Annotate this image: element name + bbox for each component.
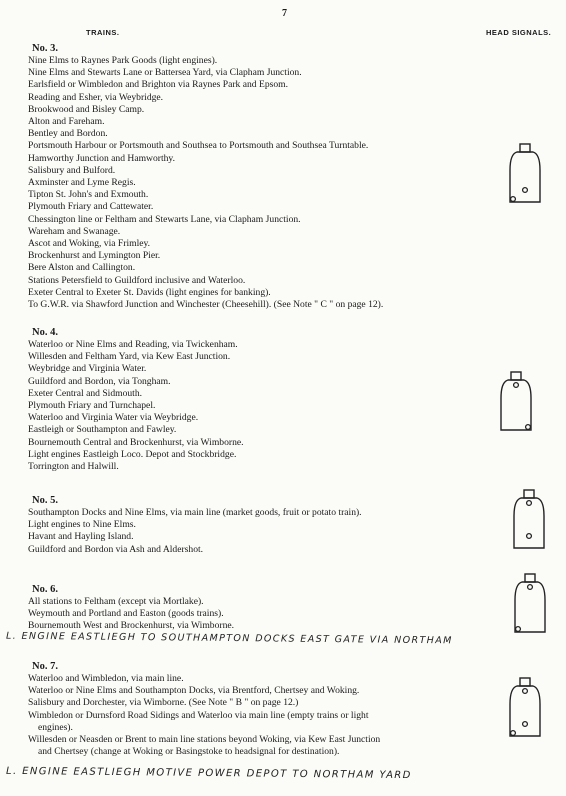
route-line: Reading and Esher, via Weybridge. xyxy=(28,91,164,103)
section-title: No. 7. xyxy=(32,661,58,672)
route-line: All stations to Feltham (except via Mortlake). xyxy=(28,596,204,607)
route-line: Salisbury and Bulford. xyxy=(28,164,116,176)
route-line: Brookwood and Bisley Camp. xyxy=(28,103,145,115)
route-line: Salisbury and Dorchester, via Wimborne. (See Note " B " on page 12.) xyxy=(28,697,299,709)
route-line: Plymouth Friary and Turnchapel. xyxy=(28,400,156,412)
route-line: Eastleigh or Southampton and Fawley. xyxy=(28,424,177,436)
route-line: Bere Alston and Callington. xyxy=(28,262,136,274)
section-no-7 xyxy=(28,660,498,758)
route-line: Light engines to Nine Elms. xyxy=(28,519,136,531)
section-no-4 xyxy=(28,326,498,473)
handwritten-annotation: L. ENGINE EASTLIEGH MOTIVE POWER DEPOT TO NORTHAM YARD xyxy=(5,765,412,782)
locomotive-headsignal-icon xyxy=(505,142,545,204)
head-signals-column-header: HEAD SIGNALS. xyxy=(486,28,552,37)
route-line: Waterloo or Nine Elms and Southampton Docks, via Brentford, Chertsey and Woking. xyxy=(28,685,360,697)
route-line: Plymouth Friary and Cattewater. xyxy=(28,201,154,213)
section-title: No. 6. xyxy=(32,584,58,595)
route-line: engines). xyxy=(38,721,73,733)
route-line: Nine Elms to Raynes Park Goods (light engines). xyxy=(28,55,218,66)
route-line: Wareham and Swanage. xyxy=(28,225,121,237)
route-line: Ascot and Woking, via Frimley. xyxy=(28,238,151,250)
route-line: Bournemouth Central and Brockenhurst, via Wimborne. xyxy=(28,436,244,448)
locomotive-headsignal-icon xyxy=(505,676,545,738)
route-line: Guildford and Bordon, via Tongham. xyxy=(28,375,171,387)
route-line: Bentley and Bordon. xyxy=(28,128,108,140)
section-title: No. 4. xyxy=(32,327,58,338)
route-line: Axminster and Lyme Regis. xyxy=(28,177,136,189)
route-line: Portsmouth Harbour or Portsmouth and Southsea to Portsmouth and Southsea Turntable. xyxy=(28,140,369,152)
section-no-3 xyxy=(28,42,498,311)
route-line: Willesden or Neasden or Brent to main line stations beyond Woking, via Kew East Junction xyxy=(28,734,381,746)
route-line: Earlsfield or Wimbledon and Brighton via Raynes Park and Epsom. xyxy=(28,79,289,91)
locomotive-headsignal-icon xyxy=(510,572,550,634)
route-line: Light engines Eastleigh Loco. Depot and Stockbridge. xyxy=(28,448,237,460)
section-no-5 xyxy=(28,494,498,556)
route-line: Waterloo and Virginia Water via Weybridge. xyxy=(28,412,199,424)
route-line: Guildford and Bordon via Ash and Aldershot. xyxy=(28,543,204,555)
route-line: To G.W.R. via Shawford Junction and Winchester (Cheesehill). (See Note " C " on page 12). xyxy=(28,299,384,311)
route-line: Willesden and Feltham Yard, via Kew East Junction. xyxy=(28,351,231,363)
route-line: Weymouth and Portland and Easton (goods trains). xyxy=(28,608,224,620)
route-line: Stations Petersfield to Guildford inclusive and Waterloo. xyxy=(28,274,246,286)
route-line: Brockenhurst and Lymington Pier. xyxy=(28,250,161,262)
route-line: and Chertsey (change at Woking or Basingstoke to headsignal for destination). xyxy=(38,746,340,758)
route-line: Tipton St. John's and Exmouth. xyxy=(28,189,149,201)
route-line: Bournemouth West and Brockenhurst, via Wimborne. xyxy=(28,620,235,632)
route-line: Waterloo or Nine Elms and Reading, via Twickenham. xyxy=(28,339,238,350)
route-line: Exeter Central to Exeter St. Davids (light engines for banking). xyxy=(28,286,271,298)
route-line: Havant and Hayling Island. xyxy=(28,531,134,543)
route-line: Wimbledon or Durnsford Road Sidings and Waterloo via main line (empty trains or light xyxy=(28,709,369,721)
locomotive-headsignal-icon xyxy=(496,370,536,432)
locomotive-headsignal-icon xyxy=(509,488,549,550)
route-line: Chessington line or Feltham and Stewarts Lane, via Clapham Junction. xyxy=(28,213,301,225)
route-line: Weybridge and Virginia Water. xyxy=(28,363,147,375)
section-no-6 xyxy=(28,583,498,633)
handwritten-annotation: L. ENGINE EASTLIEGH TO SOUTHAMPTON DOCKS EAST GATE VIA NORTHAM xyxy=(5,630,453,647)
trains-column-header: TRAINS. xyxy=(86,28,120,37)
route-line: Southampton Docks and Nine Elms, via main line (market goods, fruit or potato train). xyxy=(28,507,362,518)
section-title: No. 3. xyxy=(32,43,58,54)
route-line: Alton and Fareham. xyxy=(28,116,105,128)
route-line: Waterloo and Wimbledon, via main line. xyxy=(28,673,184,684)
route-line: Hamworthy Junction and Hamworthy. xyxy=(28,152,175,164)
route-line: Exeter Central and Sidmouth. xyxy=(28,387,143,399)
route-line: Torrington and Halwill. xyxy=(28,461,119,473)
section-title: No. 5. xyxy=(32,495,58,506)
page-number-mark: 7 xyxy=(282,8,287,19)
route-line: Nine Elms and Stewarts Lane or Battersea Yard, via Clapham Junction. xyxy=(28,67,302,79)
